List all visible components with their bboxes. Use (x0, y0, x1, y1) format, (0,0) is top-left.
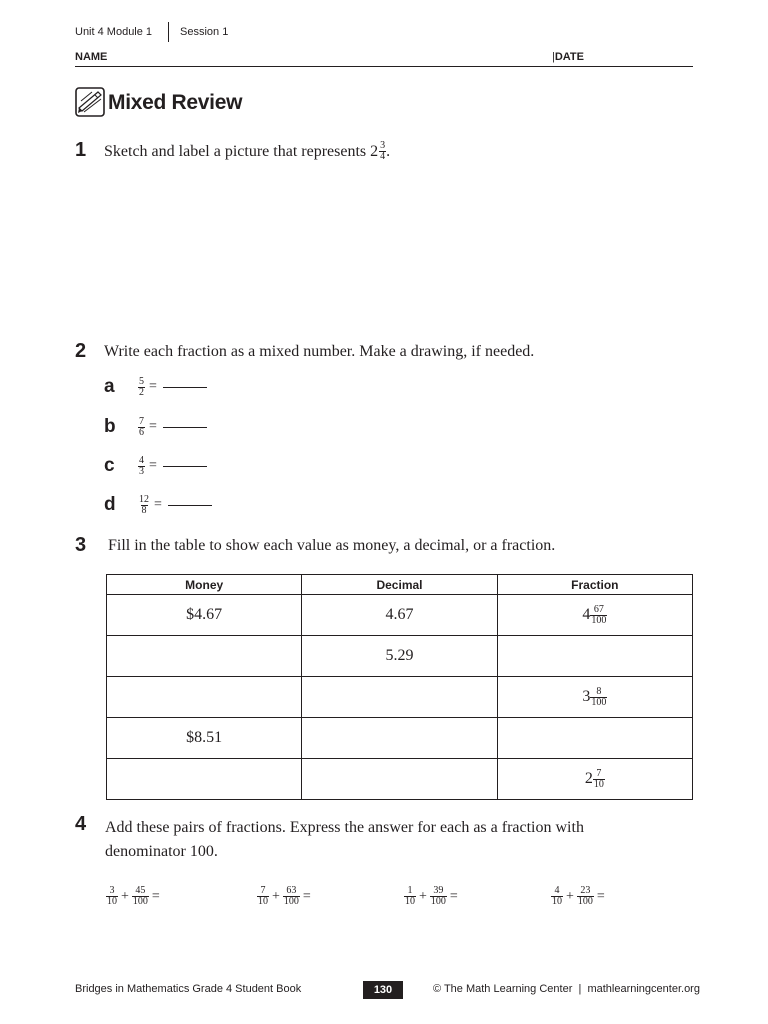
date-label: |DATE (552, 51, 584, 63)
page-title: Mixed Review (108, 91, 243, 114)
fraction-cell: 3 $\frac{8}{100}$ (497, 677, 692, 718)
value-table (106, 574, 693, 800)
question-3-number: 3 (75, 534, 87, 556)
q4-problem-2: $\frac{7}{10}$ + $\frac{63}{100}$ = (258, 885, 311, 907)
money-cell[interactable] (107, 759, 302, 800)
answer-blank[interactable] (168, 505, 212, 506)
q2-item-a: a $\frac{5}{2}$ = (104, 376, 207, 398)
fraction-cell[interactable] (497, 718, 692, 759)
q4-problem-3: $\frac{1}{10}$ + $\frac{39}{100}$ = (405, 885, 458, 907)
q2-item-d: d $\frac{12}{8}$ = (104, 494, 212, 516)
money-cell: $8.51 (107, 718, 302, 759)
money-cell[interactable] (107, 677, 302, 718)
question-2-text: Write each fraction as a mixed number. Make a drawing, if needed. (104, 343, 535, 360)
money-cell[interactable] (107, 636, 302, 677)
footer-book-title: Bridges in Mathematics Grade 4 Student Book (75, 983, 302, 995)
table-row (107, 636, 693, 677)
answer-blank[interactable] (163, 466, 207, 467)
col-header-decimal: Decimal (302, 575, 497, 595)
decimal-cell: 4.67 (302, 595, 497, 636)
footer-copyright: © The Math Learning Center | mathlearningcenter.org (433, 983, 700, 995)
fraction-cell: 4 $\frac{67}{100}$ (497, 595, 692, 636)
decimal-cell[interactable] (302, 718, 497, 759)
table-row (107, 677, 693, 718)
q2-item-b: b $\frac{7}{6}$ = (104, 416, 207, 438)
col-header-money: Money (107, 575, 302, 595)
question-4-number: 4 (75, 813, 87, 835)
session-label: Session 1 (180, 26, 229, 38)
answer-blank[interactable] (163, 387, 207, 388)
unit-module-label: Unit 4 Module 1 (75, 26, 153, 38)
question-1-text: Sketch and label a picture that represents 2 $\frac{3}{4}$ . (104, 140, 391, 162)
page-number: 130 (363, 981, 403, 999)
decimal-cell[interactable] (302, 759, 497, 800)
money-cell: $4.67 (107, 595, 302, 636)
col-header-fraction: Fraction (497, 575, 692, 595)
pencil-notebook-icon (75, 87, 105, 117)
name-label: NAME (75, 51, 108, 63)
table-row (107, 759, 693, 800)
table-row (107, 718, 693, 759)
question-2-number: 2 (75, 340, 87, 362)
answer-blank[interactable] (163, 427, 207, 428)
q4-problem-4: $\frac{4}{10}$ + $\frac{23}{100}$ = (552, 885, 605, 907)
fraction-cell: 2 $\frac{7}{10}$ (497, 759, 692, 800)
name-date-line (75, 66, 693, 67)
q4-problem-1: $\frac{3}{10}$ + $\frac{45}{100}$ = (107, 885, 160, 907)
q1-fraction: $\frac{3}{4}$ (380, 140, 386, 162)
question-3-text: Fill in the table to show each value as money, a decimal, or a fraction. (108, 537, 556, 554)
header-divider (168, 22, 169, 42)
table-row (107, 595, 693, 636)
q2-item-c: c $\frac{4}{3}$ = (104, 455, 207, 477)
fraction-cell[interactable] (497, 636, 692, 677)
question-1-number: 1 (75, 139, 87, 161)
decimal-cell[interactable] (302, 677, 497, 718)
question-4-text: Add these pairs of fractions. Express the answer for each as a fraction with denominator 100. (105, 819, 584, 860)
decimal-cell: 5.29 (302, 636, 497, 677)
